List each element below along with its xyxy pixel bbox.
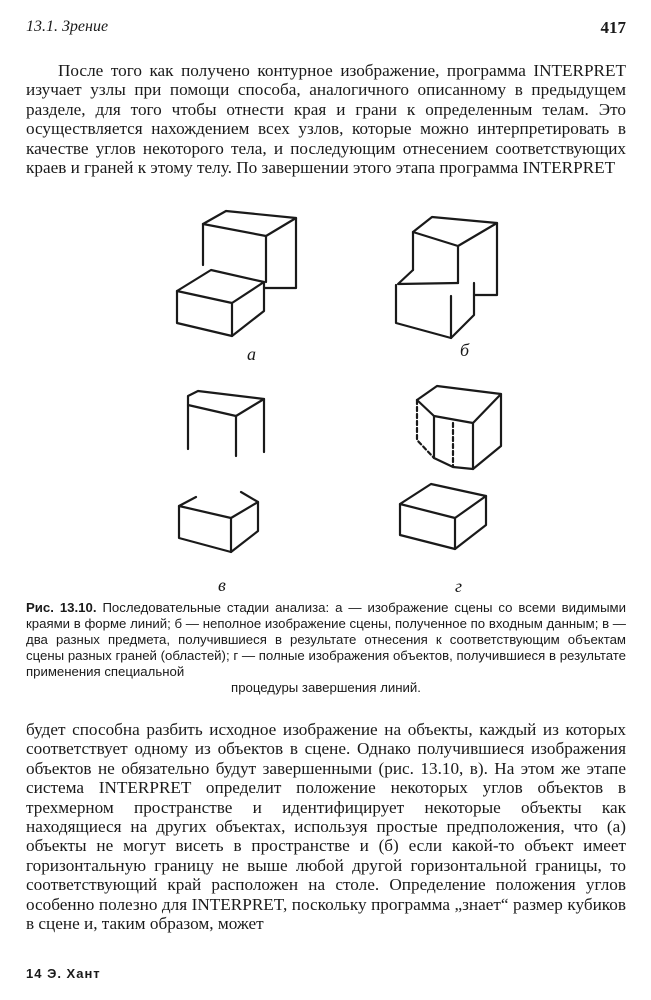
caption-figure-ref: Рис. 13.10. [26,600,97,615]
paragraph-bottom: будет способна разбить исходное изображение на объекты, каждый из которых соответствует одному из объектов в сцене. Однако получившиеся изображения объектов не обязательно будут завершенными (рис. 13.10, в). На этом же этапе система INTERPRET определит положение некоторых углов объектов в трехмерном пространстве и идентифицирует некоторые объекты как находящиеся на других объектах, используя простые предположения, что (а) объекты не могут висеть в пространстве и (б) если какой-то объект имеет горизонтальную границу не выше любой другой горизонтальной границы, то соответствующий край расположен на столе. Определение положения углов особенно полезно для INTERPRET, поскольку программа „знает“ размер кубиков в сцене и, таким образом, может [26,720,626,934]
label-v: в [218,575,226,595]
cube-scene-b [396,217,497,338]
label-b: б [460,340,470,360]
page-number: 417 [600,18,626,37]
caption-last-line: процедуры завершения линий. [231,680,421,695]
label-g: г [455,576,463,596]
caption-text: Последовательные стадии анализа: а — изображение сцены со всеми видимыми краями в форме линий; б — неполное изображение сцены, полученное по входным данным; в — два разных предмета, получившиеся в результате отнесения к соответствующим объектам сцены разных граней (областей); г — полные изображения объектов, получившиеся в результате применения специальной [26,600,626,679]
footer-signature: 14 Э. Хант [26,966,101,981]
label-a: а [247,344,256,364]
cube-scene-a [177,211,296,336]
cube-objects-v [179,391,264,552]
cube-objects-g [400,386,501,549]
paragraph-top: После того как получено контурное изображение, программа INTERPRET изучает узлы при помощи способа, аналогичного описанному в предыдущем разделе, для того чтобы отнести края и грани к определенным телам. Это осуществляется нахождением всех узлов, которые можно интерпретировать в качестве углов некоторого тела, и последующим отнесением соответствующих краев и граней к этому телу. По завершении этого этапа программа INTERPRET [26,61,626,178]
figure-caption [26,600,626,696]
section-title: 13.1. Зрение [26,18,109,35]
